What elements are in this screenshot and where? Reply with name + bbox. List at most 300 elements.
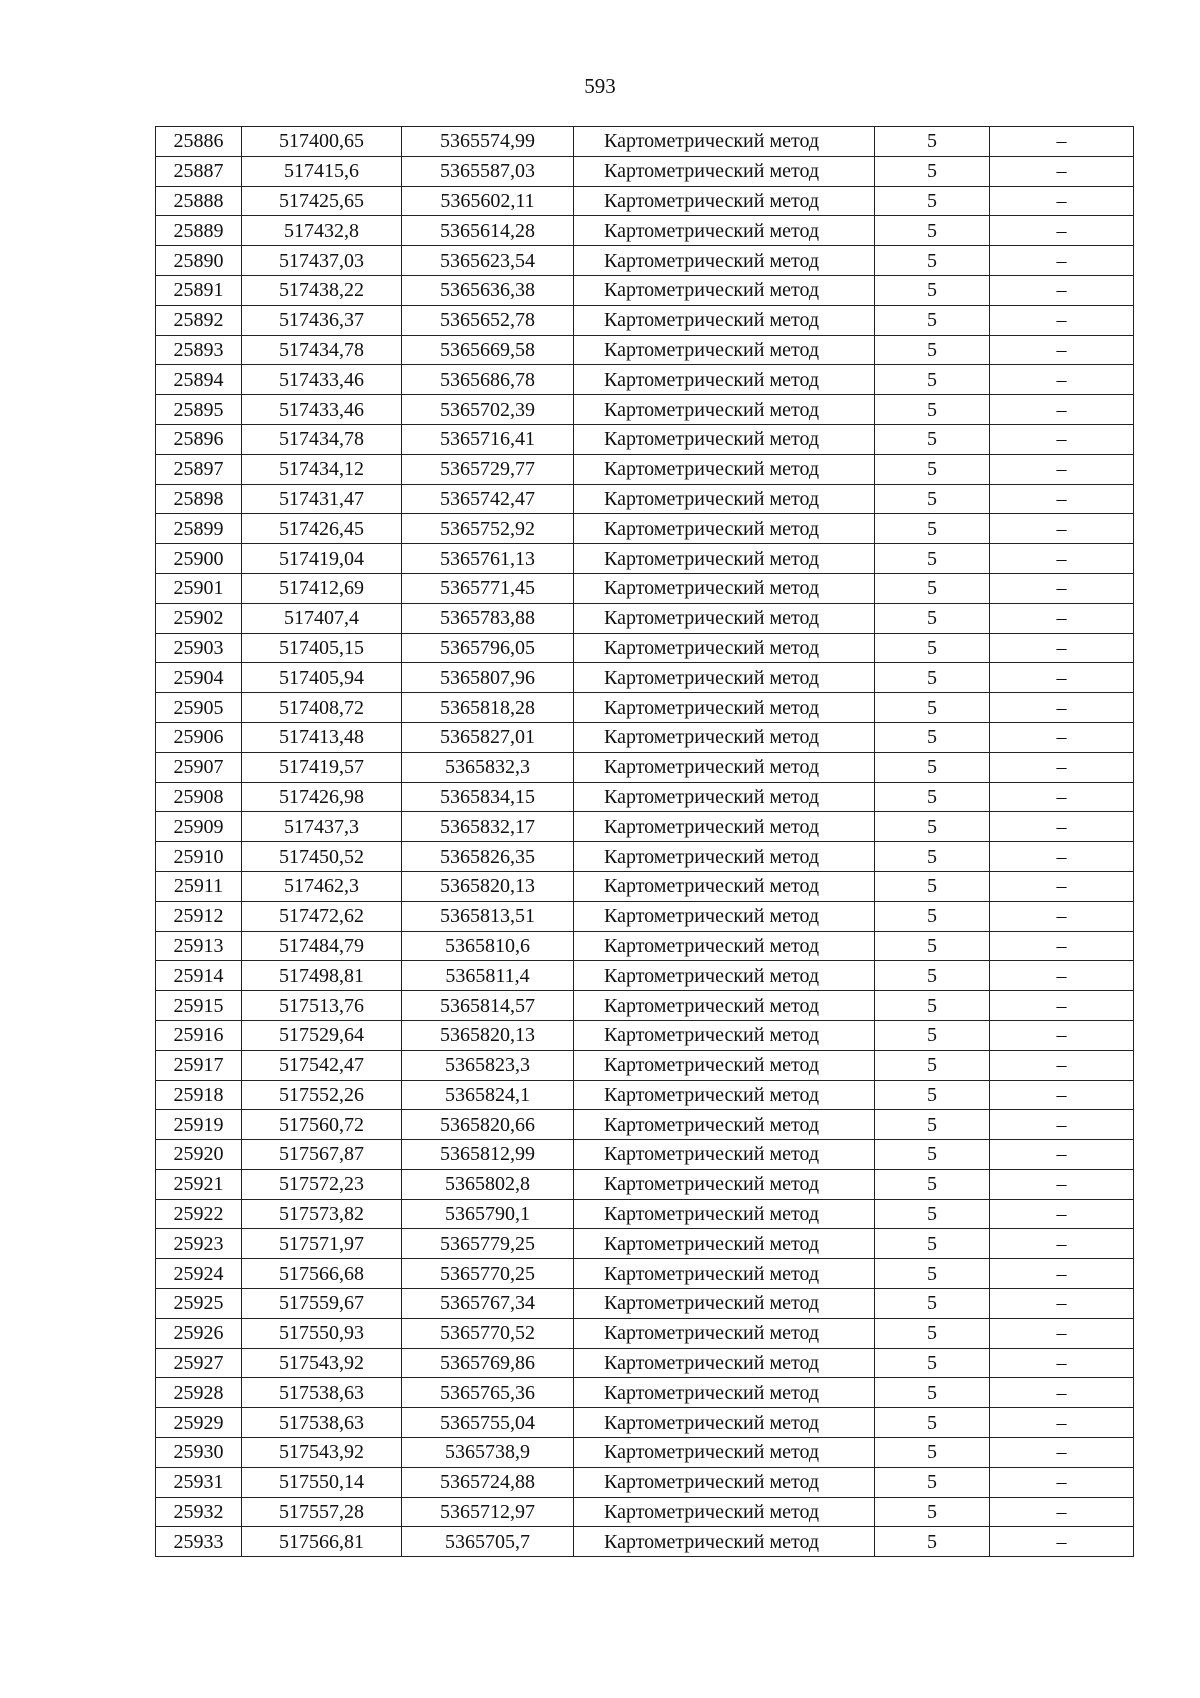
y-coordinate-cell: 5365783,88	[402, 603, 574, 633]
accuracy-cell: 5	[875, 1199, 990, 1229]
y-coordinate-cell: 5365705,7	[402, 1527, 574, 1557]
accuracy-cell: 5	[875, 1348, 990, 1378]
method-cell: Картометрический метод	[574, 603, 875, 633]
y-coordinate-cell: 5365820,13	[402, 1020, 574, 1050]
note-cell: –	[990, 1378, 1134, 1408]
accuracy-cell: 5	[875, 424, 990, 454]
method-cell: Картометрический метод	[574, 693, 875, 723]
method-cell: Картометрический метод	[574, 1497, 875, 1527]
table-row	[156, 514, 1134, 544]
note-cell: –	[990, 395, 1134, 425]
note-cell: –	[990, 335, 1134, 365]
note-cell: –	[990, 1080, 1134, 1110]
x-coordinate-cell: 517543,92	[242, 1348, 402, 1378]
method-cell: Картометрический метод	[574, 931, 875, 961]
table-row	[156, 1348, 1134, 1378]
note-cell: –	[990, 246, 1134, 276]
point-number-cell: 25896	[156, 424, 242, 454]
point-number-cell: 25922	[156, 1199, 242, 1229]
x-coordinate-cell: 517407,4	[242, 603, 402, 633]
point-number-cell: 25924	[156, 1259, 242, 1289]
x-coordinate-cell: 517538,63	[242, 1408, 402, 1438]
note-cell: –	[990, 1527, 1134, 1557]
y-coordinate-cell: 5365767,34	[402, 1289, 574, 1319]
y-coordinate-cell: 5365702,39	[402, 395, 574, 425]
accuracy-cell: 5	[875, 693, 990, 723]
method-cell: Картометрический метод	[574, 1318, 875, 1348]
table-row	[156, 1229, 1134, 1259]
table-row	[156, 1318, 1134, 1348]
table-row	[156, 335, 1134, 365]
y-coordinate-cell: 5365827,01	[402, 722, 574, 752]
table-row	[156, 275, 1134, 305]
table-row	[156, 693, 1134, 723]
accuracy-cell: 5	[875, 1080, 990, 1110]
x-coordinate-cell: 517426,45	[242, 514, 402, 544]
x-coordinate-cell: 517405,94	[242, 663, 402, 693]
method-cell: Картометрический метод	[574, 1169, 875, 1199]
point-number-cell: 25919	[156, 1110, 242, 1140]
table-row	[156, 782, 1134, 812]
x-coordinate-cell: 517434,12	[242, 454, 402, 484]
table-row	[156, 1169, 1134, 1199]
table-row	[156, 1080, 1134, 1110]
y-coordinate-cell: 5365761,13	[402, 544, 574, 574]
x-coordinate-cell: 517434,78	[242, 424, 402, 454]
y-coordinate-cell: 5365765,36	[402, 1378, 574, 1408]
point-number-cell: 25920	[156, 1140, 242, 1170]
accuracy-cell: 5	[875, 514, 990, 544]
y-coordinate-cell: 5365810,6	[402, 931, 574, 961]
table-row	[156, 722, 1134, 752]
accuracy-cell: 5	[875, 186, 990, 216]
table-row	[156, 871, 1134, 901]
method-cell: Картометрический метод	[574, 1348, 875, 1378]
method-cell: Картометрический метод	[574, 1080, 875, 1110]
y-coordinate-cell: 5365820,13	[402, 871, 574, 901]
accuracy-cell: 5	[875, 603, 990, 633]
method-cell: Картометрический метод	[574, 156, 875, 186]
method-cell: Картометрический метод	[574, 1259, 875, 1289]
note-cell: –	[990, 1050, 1134, 1080]
method-cell: Картометрический метод	[574, 1110, 875, 1140]
y-coordinate-cell: 5365752,92	[402, 514, 574, 544]
note-cell: –	[990, 842, 1134, 872]
point-number-cell: 25897	[156, 454, 242, 484]
accuracy-cell: 5	[875, 484, 990, 514]
y-coordinate-cell: 5365636,38	[402, 275, 574, 305]
point-number-cell: 25901	[156, 573, 242, 603]
note-cell: –	[990, 454, 1134, 484]
point-number-cell: 25923	[156, 1229, 242, 1259]
point-number-cell: 25902	[156, 603, 242, 633]
y-coordinate-cell: 5365716,41	[402, 424, 574, 454]
method-cell: Картометрический метод	[574, 901, 875, 931]
x-coordinate-cell: 517438,22	[242, 275, 402, 305]
method-cell: Картометрический метод	[574, 216, 875, 246]
table-row	[156, 603, 1134, 633]
point-number-cell: 25912	[156, 901, 242, 931]
x-coordinate-cell: 517550,93	[242, 1318, 402, 1348]
y-coordinate-cell: 5365811,4	[402, 961, 574, 991]
table-row	[156, 931, 1134, 961]
y-coordinate-cell: 5365587,03	[402, 156, 574, 186]
table-row	[156, 842, 1134, 872]
method-cell: Картометрический метод	[574, 275, 875, 305]
method-cell: Картометрический метод	[574, 573, 875, 603]
method-cell: Картометрический метод	[574, 961, 875, 991]
x-coordinate-cell: 517572,23	[242, 1169, 402, 1199]
note-cell: –	[990, 127, 1134, 157]
method-cell: Картометрический метод	[574, 1289, 875, 1319]
point-number-cell: 25903	[156, 633, 242, 663]
accuracy-cell: 5	[875, 1378, 990, 1408]
table-row	[156, 395, 1134, 425]
table-row	[156, 1527, 1134, 1557]
y-coordinate-cell: 5365770,52	[402, 1318, 574, 1348]
note-cell: –	[990, 931, 1134, 961]
y-coordinate-cell: 5365796,05	[402, 633, 574, 663]
point-number-cell: 25905	[156, 693, 242, 723]
method-cell: Картометрический метод	[574, 514, 875, 544]
accuracy-cell: 5	[875, 1140, 990, 1170]
accuracy-cell: 5	[875, 1259, 990, 1289]
accuracy-cell: 5	[875, 395, 990, 425]
accuracy-cell: 5	[875, 573, 990, 603]
table-row	[156, 156, 1134, 186]
point-number-cell: 25928	[156, 1378, 242, 1408]
table-row	[156, 454, 1134, 484]
note-cell: –	[990, 1467, 1134, 1497]
accuracy-cell: 5	[875, 365, 990, 395]
point-number-cell: 25911	[156, 871, 242, 901]
point-number-cell: 25929	[156, 1408, 242, 1438]
point-number-cell: 25910	[156, 842, 242, 872]
y-coordinate-cell: 5365574,99	[402, 127, 574, 157]
point-number-cell: 25931	[156, 1467, 242, 1497]
table-row	[156, 246, 1134, 276]
method-cell: Картометрический метод	[574, 1527, 875, 1557]
y-coordinate-cell: 5365802,8	[402, 1169, 574, 1199]
table-row	[156, 424, 1134, 454]
note-cell: –	[990, 1497, 1134, 1527]
y-coordinate-cell: 5365826,35	[402, 842, 574, 872]
point-number-cell: 25906	[156, 722, 242, 752]
method-cell: Картометрический метод	[574, 991, 875, 1021]
note-cell: –	[990, 186, 1134, 216]
note-cell: –	[990, 663, 1134, 693]
table-row	[156, 663, 1134, 693]
note-cell: –	[990, 1199, 1134, 1229]
table-row	[156, 544, 1134, 574]
note-cell: –	[990, 961, 1134, 991]
x-coordinate-cell: 517552,26	[242, 1080, 402, 1110]
table-row	[156, 305, 1134, 335]
y-coordinate-cell: 5365818,28	[402, 693, 574, 723]
accuracy-cell: 5	[875, 1318, 990, 1348]
note-cell: –	[990, 752, 1134, 782]
method-cell: Картометрический метод	[574, 335, 875, 365]
method-cell: Картометрический метод	[574, 544, 875, 574]
point-number-cell: 25888	[156, 186, 242, 216]
note-cell: –	[990, 782, 1134, 812]
accuracy-cell: 5	[875, 1467, 990, 1497]
method-cell: Картометрический метод	[574, 365, 875, 395]
note-cell: –	[990, 693, 1134, 723]
method-cell: Картометрический метод	[574, 1050, 875, 1080]
y-coordinate-cell: 5365742,47	[402, 484, 574, 514]
accuracy-cell: 5	[875, 544, 990, 574]
point-number-cell: 25889	[156, 216, 242, 246]
accuracy-cell: 5	[875, 1229, 990, 1259]
x-coordinate-cell: 517559,67	[242, 1289, 402, 1319]
page-number: 593	[584, 74, 616, 98]
y-coordinate-cell: 5365832,3	[402, 752, 574, 782]
point-number-cell: 25900	[156, 544, 242, 574]
method-cell: Картометрический метод	[574, 454, 875, 484]
point-number-cell: 25917	[156, 1050, 242, 1080]
accuracy-cell: 5	[875, 961, 990, 991]
accuracy-cell: 5	[875, 216, 990, 246]
x-coordinate-cell: 517550,14	[242, 1467, 402, 1497]
method-cell: Картометрический метод	[574, 1020, 875, 1050]
x-coordinate-cell: 517567,87	[242, 1140, 402, 1170]
point-number-cell: 25898	[156, 484, 242, 514]
point-number-cell: 25907	[156, 752, 242, 782]
y-coordinate-cell: 5365770,25	[402, 1259, 574, 1289]
x-coordinate-cell: 517450,52	[242, 842, 402, 872]
table-row	[156, 127, 1134, 157]
x-coordinate-cell: 517529,64	[242, 1020, 402, 1050]
accuracy-cell: 5	[875, 812, 990, 842]
accuracy-cell: 5	[875, 1289, 990, 1319]
note-cell: –	[990, 156, 1134, 186]
note-cell: –	[990, 1259, 1134, 1289]
note-cell: –	[990, 812, 1134, 842]
note-cell: –	[990, 216, 1134, 246]
table-row	[156, 1020, 1134, 1050]
method-cell: Картометрический метод	[574, 633, 875, 663]
point-number-cell: 25887	[156, 156, 242, 186]
x-coordinate-cell: 517433,46	[242, 365, 402, 395]
method-cell: Картометрический метод	[574, 842, 875, 872]
note-cell: –	[990, 871, 1134, 901]
accuracy-cell: 5	[875, 1438, 990, 1468]
table-row	[156, 1259, 1134, 1289]
y-coordinate-cell: 5365790,1	[402, 1199, 574, 1229]
y-coordinate-cell: 5365724,88	[402, 1467, 574, 1497]
x-coordinate-cell: 517437,03	[242, 246, 402, 276]
note-cell: –	[990, 1169, 1134, 1199]
note-cell: –	[990, 1438, 1134, 1468]
note-cell: –	[990, 365, 1134, 395]
y-coordinate-cell: 5365652,78	[402, 305, 574, 335]
x-coordinate-cell: 517431,47	[242, 484, 402, 514]
table-row	[156, 1199, 1134, 1229]
accuracy-cell: 5	[875, 246, 990, 276]
accuracy-cell: 5	[875, 1497, 990, 1527]
y-coordinate-cell: 5365814,57	[402, 991, 574, 1021]
x-coordinate-cell: 517408,72	[242, 693, 402, 723]
table-row	[156, 752, 1134, 782]
x-coordinate-cell: 517433,46	[242, 395, 402, 425]
x-coordinate-cell: 517484,79	[242, 931, 402, 961]
y-coordinate-cell: 5365824,1	[402, 1080, 574, 1110]
note-cell: –	[990, 633, 1134, 663]
method-cell: Картометрический метод	[574, 812, 875, 842]
x-coordinate-cell: 517573,82	[242, 1199, 402, 1229]
note-cell: –	[990, 1140, 1134, 1170]
method-cell: Картометрический метод	[574, 1378, 875, 1408]
y-coordinate-cell: 5365812,99	[402, 1140, 574, 1170]
point-number-cell: 25915	[156, 991, 242, 1021]
note-cell: –	[990, 1229, 1134, 1259]
accuracy-cell: 5	[875, 663, 990, 693]
point-number-cell: 25914	[156, 961, 242, 991]
point-number-cell: 25927	[156, 1348, 242, 1378]
accuracy-cell: 5	[875, 1050, 990, 1080]
table-row	[156, 901, 1134, 931]
x-coordinate-cell: 517538,63	[242, 1378, 402, 1408]
note-cell: –	[990, 275, 1134, 305]
point-number-cell: 25899	[156, 514, 242, 544]
method-cell: Картометрический метод	[574, 1438, 875, 1468]
accuracy-cell: 5	[875, 1527, 990, 1557]
note-cell: –	[990, 514, 1134, 544]
method-cell: Картометрический метод	[574, 395, 875, 425]
y-coordinate-cell: 5365729,77	[402, 454, 574, 484]
y-coordinate-cell: 5365686,78	[402, 365, 574, 395]
method-cell: Картометрический метод	[574, 305, 875, 335]
accuracy-cell: 5	[875, 156, 990, 186]
y-coordinate-cell: 5365712,97	[402, 1497, 574, 1527]
table-row	[156, 1110, 1134, 1140]
table-row	[156, 1467, 1134, 1497]
y-coordinate-cell: 5365602,11	[402, 186, 574, 216]
y-coordinate-cell: 5365807,96	[402, 663, 574, 693]
accuracy-cell: 5	[875, 275, 990, 305]
coordinates-table-body	[156, 127, 1134, 1557]
point-number-cell: 25918	[156, 1080, 242, 1110]
x-coordinate-cell: 517472,62	[242, 901, 402, 931]
x-coordinate-cell: 517426,98	[242, 782, 402, 812]
x-coordinate-cell: 517566,81	[242, 1527, 402, 1557]
table-row	[156, 991, 1134, 1021]
table-row	[156, 1408, 1134, 1438]
y-coordinate-cell: 5365771,45	[402, 573, 574, 603]
accuracy-cell: 5	[875, 335, 990, 365]
x-coordinate-cell: 517432,8	[242, 216, 402, 246]
y-coordinate-cell: 5365832,17	[402, 812, 574, 842]
y-coordinate-cell: 5365769,86	[402, 1348, 574, 1378]
point-number-cell: 25893	[156, 335, 242, 365]
method-cell: Картометрический метод	[574, 186, 875, 216]
point-number-cell: 25913	[156, 931, 242, 961]
table-row	[156, 633, 1134, 663]
point-number-cell: 25908	[156, 782, 242, 812]
point-number-cell: 25926	[156, 1318, 242, 1348]
point-number-cell: 25909	[156, 812, 242, 842]
table-row	[156, 1497, 1134, 1527]
x-coordinate-cell: 517436,37	[242, 305, 402, 335]
method-cell: Картометрический метод	[574, 871, 875, 901]
accuracy-cell: 5	[875, 842, 990, 872]
accuracy-cell: 5	[875, 901, 990, 931]
x-coordinate-cell: 517419,04	[242, 544, 402, 574]
accuracy-cell: 5	[875, 1020, 990, 1050]
accuracy-cell: 5	[875, 305, 990, 335]
method-cell: Картометрический метод	[574, 752, 875, 782]
table-row	[156, 216, 1134, 246]
x-coordinate-cell: 517560,72	[242, 1110, 402, 1140]
y-coordinate-cell: 5365834,15	[402, 782, 574, 812]
note-cell: –	[990, 722, 1134, 752]
y-coordinate-cell: 5365779,25	[402, 1229, 574, 1259]
point-number-cell: 25892	[156, 305, 242, 335]
method-cell: Картометрический метод	[574, 722, 875, 752]
note-cell: –	[990, 901, 1134, 931]
point-number-cell: 25891	[156, 275, 242, 305]
method-cell: Картометрический метод	[574, 1467, 875, 1497]
accuracy-cell: 5	[875, 722, 990, 752]
method-cell: Картометрический метод	[574, 1140, 875, 1170]
method-cell: Картометрический метод	[574, 246, 875, 276]
x-coordinate-cell: 517412,69	[242, 573, 402, 603]
point-number-cell: 25925	[156, 1289, 242, 1319]
accuracy-cell: 5	[875, 127, 990, 157]
point-number-cell: 25886	[156, 127, 242, 157]
table-row	[156, 1140, 1134, 1170]
accuracy-cell: 5	[875, 1169, 990, 1199]
note-cell: –	[990, 1408, 1134, 1438]
point-number-cell: 25921	[156, 1169, 242, 1199]
x-coordinate-cell: 517415,6	[242, 156, 402, 186]
accuracy-cell: 5	[875, 1110, 990, 1140]
x-coordinate-cell: 517571,97	[242, 1229, 402, 1259]
x-coordinate-cell: 517437,3	[242, 812, 402, 842]
note-cell: –	[990, 603, 1134, 633]
x-coordinate-cell: 517513,76	[242, 991, 402, 1021]
x-coordinate-cell: 517405,15	[242, 633, 402, 663]
x-coordinate-cell: 517434,78	[242, 335, 402, 365]
note-cell: –	[990, 424, 1134, 454]
x-coordinate-cell: 517425,65	[242, 186, 402, 216]
accuracy-cell: 5	[875, 454, 990, 484]
note-cell: –	[990, 991, 1134, 1021]
note-cell: –	[990, 484, 1134, 514]
method-cell: Картометрический метод	[574, 782, 875, 812]
method-cell: Картометрический метод	[574, 663, 875, 693]
note-cell: –	[990, 573, 1134, 603]
note-cell: –	[990, 1289, 1134, 1319]
y-coordinate-cell: 5365623,54	[402, 246, 574, 276]
accuracy-cell: 5	[875, 871, 990, 901]
table-row	[156, 1050, 1134, 1080]
x-coordinate-cell: 517413,48	[242, 722, 402, 752]
note-cell: –	[990, 1318, 1134, 1348]
point-number-cell: 25916	[156, 1020, 242, 1050]
accuracy-cell: 5	[875, 1408, 990, 1438]
x-coordinate-cell: 517419,57	[242, 752, 402, 782]
y-coordinate-cell: 5365813,51	[402, 901, 574, 931]
table-row	[156, 573, 1134, 603]
y-coordinate-cell: 5365823,3	[402, 1050, 574, 1080]
x-coordinate-cell: 517542,47	[242, 1050, 402, 1080]
table-row	[156, 961, 1134, 991]
y-coordinate-cell: 5365669,58	[402, 335, 574, 365]
y-coordinate-cell: 5365614,28	[402, 216, 574, 246]
table-row	[156, 1438, 1134, 1468]
